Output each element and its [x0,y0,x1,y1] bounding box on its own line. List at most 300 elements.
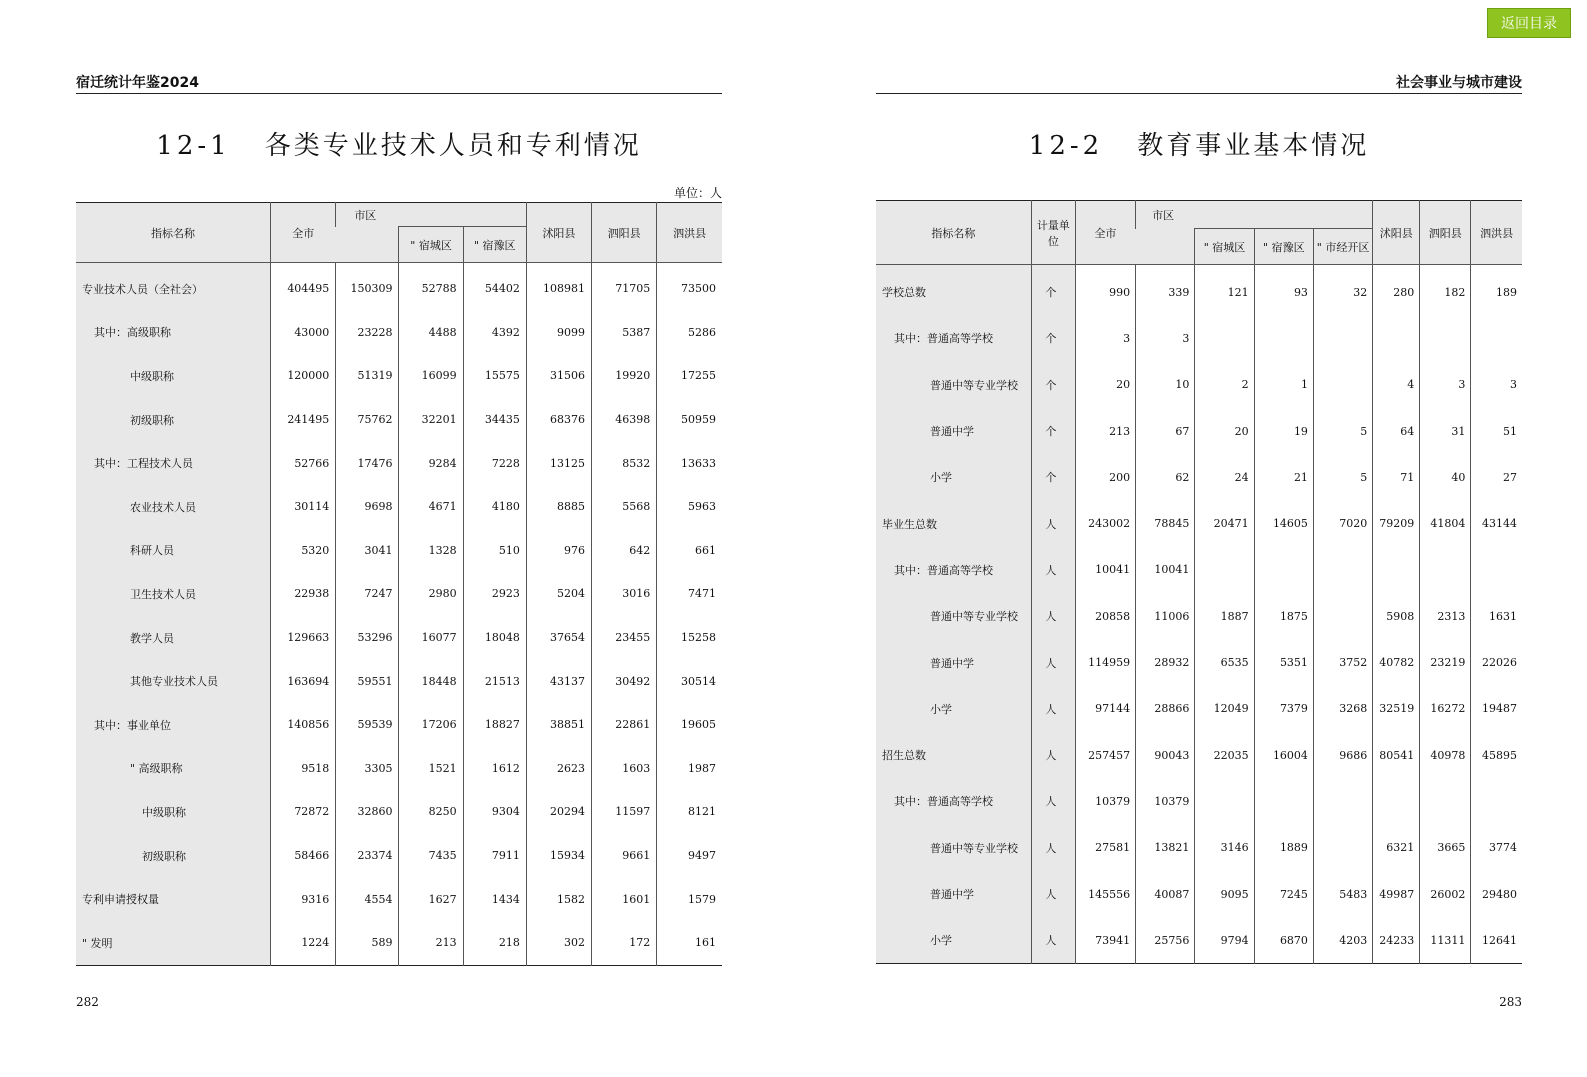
cell-value: 9304 [463,790,526,834]
cell-value: 1579 [657,877,722,921]
cell-value: 90043 [1136,732,1195,778]
row-label: 初级职称 [76,834,271,878]
cell-value: 7020 [1313,500,1372,546]
table-row [76,572,722,616]
cell-value: 31506 [526,354,591,398]
table-row [76,441,722,485]
row-unit: 人 [1031,547,1075,593]
cell-value: 10041 [1075,547,1135,593]
row-label: 招生总数 [876,732,1031,778]
table-body [76,263,722,966]
header-siyang: 泗阳县 [1420,201,1471,265]
row-label: 中级职称 [76,790,271,834]
row-label: 小学 [876,686,1031,732]
header-suchengqu: " 宿城区 [399,227,463,263]
cell-value: 4 [1373,362,1420,408]
cell-value: 3 [1420,362,1471,408]
cell-value: 1603 [592,747,657,791]
cell-value: 62 [1136,454,1195,500]
cell-value: 8885 [526,485,591,529]
cell-value: 6535 [1195,639,1254,685]
cell-value: 5483 [1313,871,1372,917]
row-unit: 人 [1031,871,1075,917]
cell-value: 40087 [1136,871,1195,917]
header-city: 全市 [271,203,336,263]
cell-value: 150309 [336,263,399,311]
cell-value [1420,778,1471,824]
cell-value: 9661 [592,834,657,878]
professional-staff-table [76,202,722,966]
cell-value: 10041 [1136,547,1195,593]
header-shuyang: 沭阳县 [1373,201,1420,265]
row-unit: 个 [1031,408,1075,454]
cell-value: 78845 [1136,500,1195,546]
cell-value: 6870 [1254,917,1313,964]
row-label: 卫生技术人员 [76,572,271,616]
cell-value: 6321 [1373,825,1420,871]
cell-value: 13821 [1136,825,1195,871]
cell-value: 32860 [336,790,399,834]
cell-value: 17476 [336,441,399,485]
table-row [76,263,722,311]
cell-value: 5908 [1373,593,1420,639]
cell-value: 7379 [1254,686,1313,732]
cell-value: 37654 [526,616,591,660]
cell-value: 79209 [1373,500,1420,546]
row-label: 小学 [876,454,1031,500]
cell-value: 30514 [657,659,722,703]
header-city: 全市 [1075,201,1135,265]
cell-value: 32519 [1373,686,1420,732]
cell-value: 52766 [271,441,336,485]
cell-value: 11311 [1420,917,1471,964]
cell-value: 22035 [1195,732,1254,778]
cell-value: 189 [1471,265,1522,316]
cell-value: 5 [1313,408,1372,454]
cell-value: 18827 [463,703,526,747]
row-unit: 人 [1031,917,1075,964]
cell-value: 9698 [336,485,399,529]
cell-value: 3041 [336,529,399,573]
cell-value: 7245 [1254,871,1313,917]
row-label: 普通中学 [876,639,1031,685]
table-row [876,686,1522,732]
cell-value: 18048 [463,616,526,660]
table-row [876,500,1522,546]
row-label: 普通中等专业学校 [876,593,1031,639]
cell-value: 19 [1254,408,1313,454]
table-row [876,454,1522,500]
cell-value: 339 [1136,265,1195,316]
page-number: 282 [76,995,99,1009]
table-title-text: 教育事业基本情况 [1137,131,1370,161]
table-row [876,778,1522,824]
table-row [76,616,722,660]
cell-value: 1582 [526,877,591,921]
cell-value: 40 [1420,454,1471,500]
cell-value: 20 [1075,362,1135,408]
header-suchengqu: " 宿城区 [1195,229,1254,265]
cell-value: 5204 [526,572,591,616]
cell-value: 2313 [1420,593,1471,639]
cell-value: 20471 [1195,500,1254,546]
row-unit: 个 [1031,454,1075,500]
cell-value: 182 [1420,265,1471,316]
cell-value: 5387 [592,311,657,355]
cell-value: 20858 [1075,593,1135,639]
right-page [800,0,1560,1077]
cell-value [1373,778,1420,824]
cell-value: 20294 [526,790,591,834]
cell-value: 5963 [657,485,722,529]
cell-value: 9497 [657,834,722,878]
cell-value: 50959 [657,398,722,442]
cell-value: 59539 [336,703,399,747]
cell-value: 10379 [1075,778,1135,824]
cell-value [1471,547,1522,593]
cell-value: 43144 [1471,500,1522,546]
unit-label: 单位：人 [673,186,722,200]
cell-value: 20 [1195,408,1254,454]
header-indicator: 指标名称 [76,203,271,263]
cell-value: 51 [1471,408,1522,454]
cell-value: 642 [592,529,657,573]
row-label: 中级职称 [76,354,271,398]
cell-value: 4392 [463,311,526,355]
table-row [76,834,722,878]
table-number: 12-1 [156,131,231,161]
cell-value: 161 [657,921,722,965]
cell-value: 1224 [271,921,336,965]
education-table [876,200,1522,964]
cell-value: 11597 [592,790,657,834]
cell-value: 23455 [592,616,657,660]
cell-value [1471,315,1522,361]
header-sihong: 泗洪县 [657,203,722,263]
cell-value [1313,315,1372,361]
row-unit: 人 [1031,639,1075,685]
cell-value: 9686 [1313,732,1372,778]
row-label: 普通中学 [876,871,1031,917]
cell-value: 67 [1136,408,1195,454]
row-label: 其中：普通高等学校 [876,547,1031,593]
cell-value [1195,315,1254,361]
cell-value: 4554 [336,877,399,921]
cell-value: 145556 [1075,871,1135,917]
cell-value: 25756 [1136,917,1195,964]
cell-value: 3016 [592,572,657,616]
cell-value: 32201 [399,398,463,442]
cell-value: 280 [1373,265,1420,316]
row-unit: 个 [1031,362,1075,408]
cell-value: 23219 [1420,639,1471,685]
table-row [876,917,1522,964]
cell-value: 9794 [1195,917,1254,964]
cell-value: 3 [1471,362,1522,408]
cell-value: 52788 [399,263,463,311]
table-row [876,825,1522,871]
cell-value: 8532 [592,441,657,485]
cell-value [1471,778,1522,824]
header-siyang: 泗阳县 [592,203,657,263]
return-to-contents-button[interactable]: 返回目录 [1487,8,1571,38]
cell-value: 1612 [463,747,526,791]
cell-value: 12049 [1195,686,1254,732]
cell-value: 22938 [271,572,336,616]
cell-value: 1328 [399,529,463,573]
cell-value: 16077 [399,616,463,660]
cell-value: 11006 [1136,593,1195,639]
cell-value: 49987 [1373,871,1420,917]
cell-value: 12641 [1471,917,1522,964]
row-unit: 人 [1031,732,1075,778]
table-row [76,485,722,529]
cell-value: 1889 [1254,825,1313,871]
cell-value: 15934 [526,834,591,878]
cell-value: 30492 [592,659,657,703]
cell-value: 2923 [463,572,526,616]
header-urban: 市区 [1136,201,1373,229]
cell-value: 213 [1075,408,1135,454]
cell-value: 5286 [657,311,722,355]
cell-value: 24233 [1373,917,1420,964]
cell-value: 3 [1136,315,1195,361]
cell-value: 9518 [271,747,336,791]
header-urban-spacer [1136,229,1195,265]
row-label: 科研人员 [76,529,271,573]
cell-value: 7911 [463,834,526,878]
cell-value: 23228 [336,311,399,355]
cell-value: 9095 [1195,871,1254,917]
cell-value: 58466 [271,834,336,878]
cell-value: 1887 [1195,593,1254,639]
cell-value: 3 [1075,315,1135,361]
row-label: " 发明 [76,921,271,965]
cell-value: 16272 [1420,686,1471,732]
cell-value: 114959 [1075,639,1135,685]
cell-value: 120000 [271,354,336,398]
cell-value: 17206 [399,703,463,747]
cell-value: 241495 [271,398,336,442]
cell-value: 28932 [1136,639,1195,685]
row-label: 农业技术人员 [76,485,271,529]
cell-value: 1521 [399,747,463,791]
cell-value: 34435 [463,398,526,442]
cell-value [1254,315,1313,361]
header-urban-spacer [336,227,399,263]
cell-value: 73500 [657,263,722,311]
cell-value: 75762 [336,398,399,442]
cell-value: 404495 [271,263,336,311]
cell-value: 16099 [399,354,463,398]
cell-value: 8250 [399,790,463,834]
cell-value: 4671 [399,485,463,529]
cell-value: 27581 [1075,825,1135,871]
header-sihong: 泗洪县 [1471,201,1522,265]
row-unit: 个 [1031,265,1075,316]
cell-value: 40978 [1420,732,1471,778]
cell-value: 1631 [1471,593,1522,639]
cell-value: 2980 [399,572,463,616]
cell-value: 43000 [271,311,336,355]
row-label: 其中：普通高等学校 [876,778,1031,824]
cell-value: 163694 [271,659,336,703]
cell-value: 18448 [399,659,463,703]
cell-value: 213 [399,921,463,965]
row-label: 其中：普通高等学校 [876,315,1031,361]
cell-value: 15258 [657,616,722,660]
cell-value: 976 [526,529,591,573]
cell-value: 5568 [592,485,657,529]
cell-value: 510 [463,529,526,573]
table-body [876,265,1522,964]
cell-value: 64 [1373,408,1420,454]
cell-value: 68376 [526,398,591,442]
cell-value: 3665 [1420,825,1471,871]
cell-value: 43137 [526,659,591,703]
cell-value [1254,778,1313,824]
cell-value: 19487 [1471,686,1522,732]
cell-value: 1627 [399,877,463,921]
table-row [876,408,1522,454]
cell-value: 40782 [1373,639,1420,685]
cell-value: 4488 [399,311,463,355]
table-row [76,790,722,834]
table-row [76,398,722,442]
cell-value: 172 [592,921,657,965]
cell-value: 4203 [1313,917,1372,964]
table-title-text: 各类专业技术人员和专利情况 [264,131,642,161]
row-unit: 个 [1031,315,1075,361]
cell-value [1313,825,1372,871]
cell-value [1373,315,1420,361]
row-unit: 人 [1031,593,1075,639]
table-row [76,921,722,965]
header-urban: 市区 [336,203,527,227]
cell-value: 23374 [336,834,399,878]
cell-value: 1875 [1254,593,1313,639]
cell-value: 1 [1254,362,1313,408]
cell-value [1195,547,1254,593]
row-label: 其中：高级职称 [76,311,271,355]
cell-value: 121 [1195,265,1254,316]
table-row [876,547,1522,593]
cell-value [1420,547,1471,593]
table-row [876,732,1522,778]
cell-value: 3268 [1313,686,1372,732]
cell-value: 8121 [657,790,722,834]
row-label: 专业技术人员（全社会） [76,263,271,311]
row-unit: 人 [1031,825,1075,871]
cell-value: 16004 [1254,732,1313,778]
cell-value [1254,547,1313,593]
cell-value: 72872 [271,790,336,834]
row-label: 普通中等专业学校 [876,825,1031,871]
cell-value: 2623 [526,747,591,791]
row-label: 其中：事业单位 [76,703,271,747]
cell-value: 990 [1075,265,1135,316]
row-unit: 人 [1031,686,1075,732]
cell-value: 257457 [1075,732,1135,778]
cell-value: 32 [1313,265,1372,316]
cell-value: 1434 [463,877,526,921]
header-econ-zone: " 市经开区 [1313,229,1372,265]
row-label: 普通中等专业学校 [876,362,1031,408]
cell-value: 7228 [463,441,526,485]
cell-value: 9284 [399,441,463,485]
cell-value: 243002 [1075,500,1135,546]
cell-value [1313,778,1372,824]
table-row [76,354,722,398]
cell-value: 5320 [271,529,336,573]
cell-value: 5351 [1254,639,1313,685]
cell-value: 28866 [1136,686,1195,732]
cell-value: 97144 [1075,686,1135,732]
row-unit: 人 [1031,500,1075,546]
cell-value: 3146 [1195,825,1254,871]
cell-value [1373,547,1420,593]
table-row [876,871,1522,917]
running-head: 宿迁统计年鉴2024 [76,73,722,94]
row-label: 普通中学 [876,408,1031,454]
table-row [76,659,722,703]
cell-value [1313,593,1372,639]
table-row [876,362,1522,408]
cell-value: 9099 [526,311,591,355]
cell-value: 27 [1471,454,1522,500]
cell-value [1313,547,1372,593]
cell-value: 24 [1195,454,1254,500]
table-row [876,265,1522,316]
row-label: 毕业生总数 [876,500,1031,546]
cell-value: 45895 [1471,732,1522,778]
cell-value: 4180 [463,485,526,529]
header-indicator: 指标名称 [876,201,1031,265]
table-number: 12-2 [1028,131,1104,161]
cell-value: 17255 [657,354,722,398]
cell-value: 10 [1136,362,1195,408]
header-suyuqu: " 宿豫区 [1254,229,1313,265]
page-number: 283 [1499,995,1522,1009]
cell-value: 589 [336,921,399,965]
cell-value: 13125 [526,441,591,485]
cell-value: 7471 [657,572,722,616]
cell-value: 21513 [463,659,526,703]
row-label: 其他专业技术人员 [76,659,271,703]
row-label: 教学人员 [76,616,271,660]
cell-value: 71 [1373,454,1420,500]
table-row [76,311,722,355]
cell-value: 200 [1075,454,1135,500]
cell-value: 108981 [526,263,591,311]
table-title [76,125,722,162]
cell-value: 3774 [1471,825,1522,871]
cell-value: 19605 [657,703,722,747]
table-title [876,125,1522,162]
table-row [876,315,1522,361]
cell-value: 3305 [336,747,399,791]
row-unit: 人 [1031,778,1075,824]
cell-value: 30114 [271,485,336,529]
cell-value: 14605 [1254,500,1313,546]
cell-value: 46398 [592,398,657,442]
cell-value: 218 [463,921,526,965]
cell-value [1195,778,1254,824]
cell-value: 71705 [592,263,657,311]
header-shuyang: 沭阳县 [526,203,591,263]
cell-value: 22861 [592,703,657,747]
table-row [876,639,1522,685]
